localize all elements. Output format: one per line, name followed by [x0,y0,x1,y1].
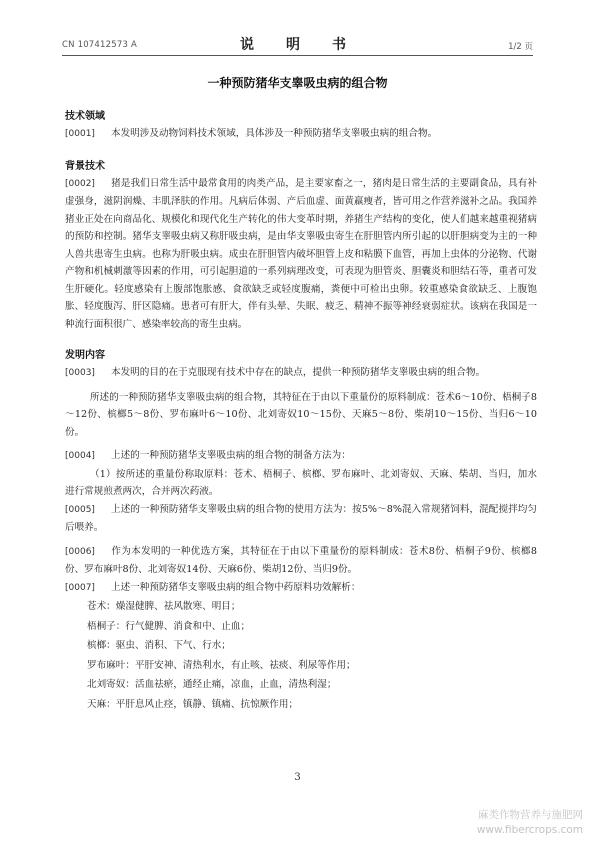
herb-item-beiliujinu: 北刘寄奴：活血祛瘀，通经止痛，凉血，止血，清热利湿； [87,679,337,690]
watermark-site-name: 麻类作物营养与施肥网 [478,809,583,821]
paragraph-number: [0006] [65,546,95,557]
invention-title: 一种预防猪华支睾吸虫病的组合物 [207,76,388,90]
site-watermark [477,808,583,838]
paragraph-text: 作为本发明的一种优选方案，其特征在于由以下重量份的原料制成：苍术8份、梧桐子9份、槟榔8份、罗布麻叶8份、北刘寄奴14份、天麻6份、柴胡12份、当归9份。 [65,545,537,575]
herb-item-cangzhu: 苍术：燥湿健脾、祛风散寒、明目； [87,601,241,612]
paragraph-0006 [65,543,537,579]
paragraph-text: 上述的一种预防猪华支睾吸虫病的组合物的使用方法为：按5%～8%混入常规猪饲料，混配搅拌均匀后喂养。 [65,503,537,533]
paragraph-text: 本发明的目的在于克服现有技术中存在的缺点，提供一种预防猪华支睾吸虫病的组合物。 [111,367,486,378]
paragraph-number: [0005] [65,504,95,515]
herb-item-luobumaye: 罗布麻叶：平肝安神、清热利水，有止咳、祛痰、利尿等作用； [87,659,356,671]
watermark-url: www.fibercrops.com [476,824,583,836]
paragraph-number: [0003] [65,368,95,378]
page-number: 3 [294,772,301,783]
herb-item-wutongzi: 梧桐子：行气健脾、消食和中、止血； [87,620,251,632]
paragraph-number: [0007] [65,582,95,593]
herb-item-binglang: 槟榔：驱虫、消积、下气、行水； [87,640,231,651]
paragraph-number: [0002] [65,178,95,189]
paragraph-method: （1）按所述的重量份称取原料：苍术、梧桐子、槟榔、罗布麻叶、北刘寄奴、天麻、柴胡、当归，加水进行常规煎煮两次，合并两次药液。 [65,468,537,497]
paragraph-formula: 所述的一种预防猪华支睾吸虫病的组合物，其特征在于由以下重量份的原料制成：苍术6～10份、梧桐子8～12份、槟榔5～8份、罗布麻叶6～10份、北刘寄奴10～15份、天麻5～8份、柴胡10～15份、当归6～10份。 [65,391,537,438]
paragraph-0001 [65,125,537,144]
section-heading-invention: 发明内容 [65,350,105,361]
paragraph-0002 [65,175,537,334]
section-heading-tech-field: 技术领域 [65,111,105,122]
paragraph-0003 [65,364,537,383]
paragraph-number: [0001] [65,129,95,139]
herb-item-tianma: 天麻：平肝息风止痉，镇静、镇痛、抗惊厥作用； [87,698,299,710]
paragraph-0004 [65,447,537,466]
page-indicator: 1/2 页 [508,42,533,52]
paragraph-number: [0004] [65,451,95,461]
header-divider [62,55,533,56]
paragraph-0007 [65,579,537,598]
paragraph-text: 猪是我们日常生活中最常食用的肉类产品，是主要家畜之一，猪肉是日常生活的主要副食品，具有补虚强身，滋阴润燥、丰肌泽肤的作用。凡病后体弱、产后血虚、面黄羸瘦者，皆可用之作营养滋补之品。我国养猪业正处在向商品化、规模化和现代化生产转化的伟大变革时期，养猪生产结构的变化，使人们越来越重视猪病的预防和控制。猪华支睾吸虫病又称肝吸虫病，是由华支睾吸虫寄生在肝胆管内所引起的以肝胆病变为主的一种人兽共患寄生虫病。也称为肝吸虫病。成虫在肝胆管内破坏胆管上皮和粘膜下血管，再加上虫体的分泌物、代谢产物和机械刺激等因素的作用，可引起胆道的一系列病理改变，可表现为胆管炎、胆囊炎和胆结石等，重者可发生肝硬化。轻度感染有上腹部饱胀感、食欲缺乏或轻度腹痛，粪便中可检出虫卵。较重感染食欲缺乏、上腹饱胀、轻度腹泻、肝区隐痛。患者可有肝大，伴有头晕、失眠、疲乏、精神不振等神经衰弱症状。该病在我国是一种流行面积很广、感染率较高的寄生虫病。 [65,177,537,330]
paragraph-text: 上述的一种预防猪华支睾吸虫病的组合物的制备方法为： [111,450,351,461]
document-body [65,108,537,714]
section-heading-background: 背景技术 [65,160,105,172]
document-type-title: 说 明 书 [240,37,355,53]
paragraph-0005 [65,501,537,537]
paragraph-text: 上述一种预防猪华支睾吸虫病的组合物中药原料功效解析： [111,581,361,593]
paragraph-text: 本发明涉及动物饲料技术领域，具体涉及一种预防猪华支睾吸虫病的组合物。 [111,128,438,139]
publication-number: CN 107412573 A [62,40,137,50]
